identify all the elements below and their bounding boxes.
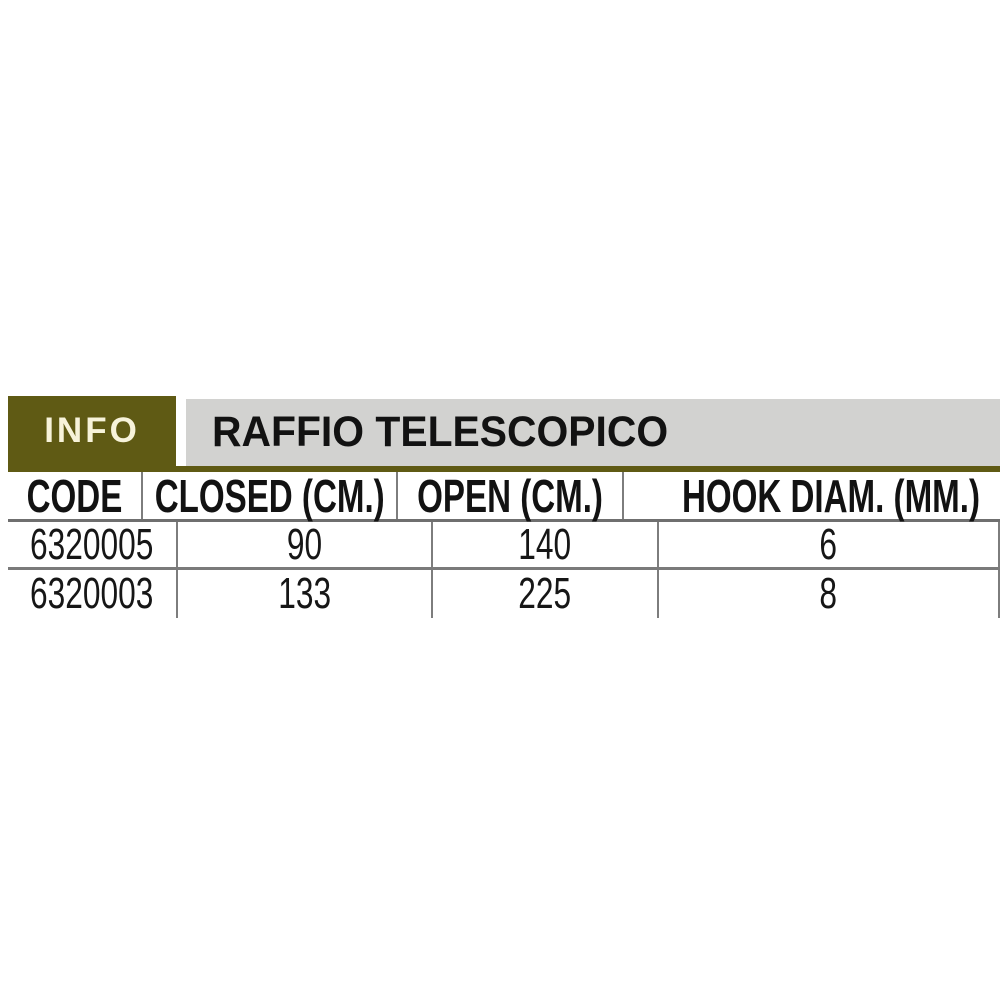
cell-closed [178,570,433,618]
cell-code [8,570,178,618]
cell-value: 8 [819,569,838,618]
spec-table [8,396,1000,618]
cell-value: 6320003 [30,569,154,618]
column-header-code [8,469,143,522]
table-row [8,519,1000,570]
column-header-label: HOOK DIAM. (MM.) [681,469,980,522]
cell-value: 6 [819,519,838,569]
cell-hook-diam [659,519,1000,569]
cell-value: 133 [278,569,331,618]
cell-closed [178,519,433,569]
cell-open [433,519,659,569]
column-header-open [398,469,624,522]
cell-value: 225 [518,569,572,618]
table-row [8,570,1000,618]
table-title-band [186,399,1000,466]
cell-value: 90 [286,519,323,569]
table-header-row [8,469,1000,522]
cell-value: 6320005 [30,519,154,569]
column-header-label: CODE [26,469,123,522]
info-badge-label: INFO [44,411,140,450]
column-header-label: CLOSED (CM.) [154,469,385,522]
table-title: RAFFIO TELESCOPICO [212,408,669,456]
cell-hook-diam [659,570,1000,618]
column-header-label: OPEN (CM.) [416,469,603,522]
cell-value: 140 [518,519,572,569]
band-gap [176,396,186,466]
cell-open [433,570,659,618]
cell-code [8,519,178,569]
column-header-closed [143,469,398,522]
column-header-hook-diam [624,469,1000,522]
table-top-band [8,396,1000,466]
info-badge [8,396,176,466]
